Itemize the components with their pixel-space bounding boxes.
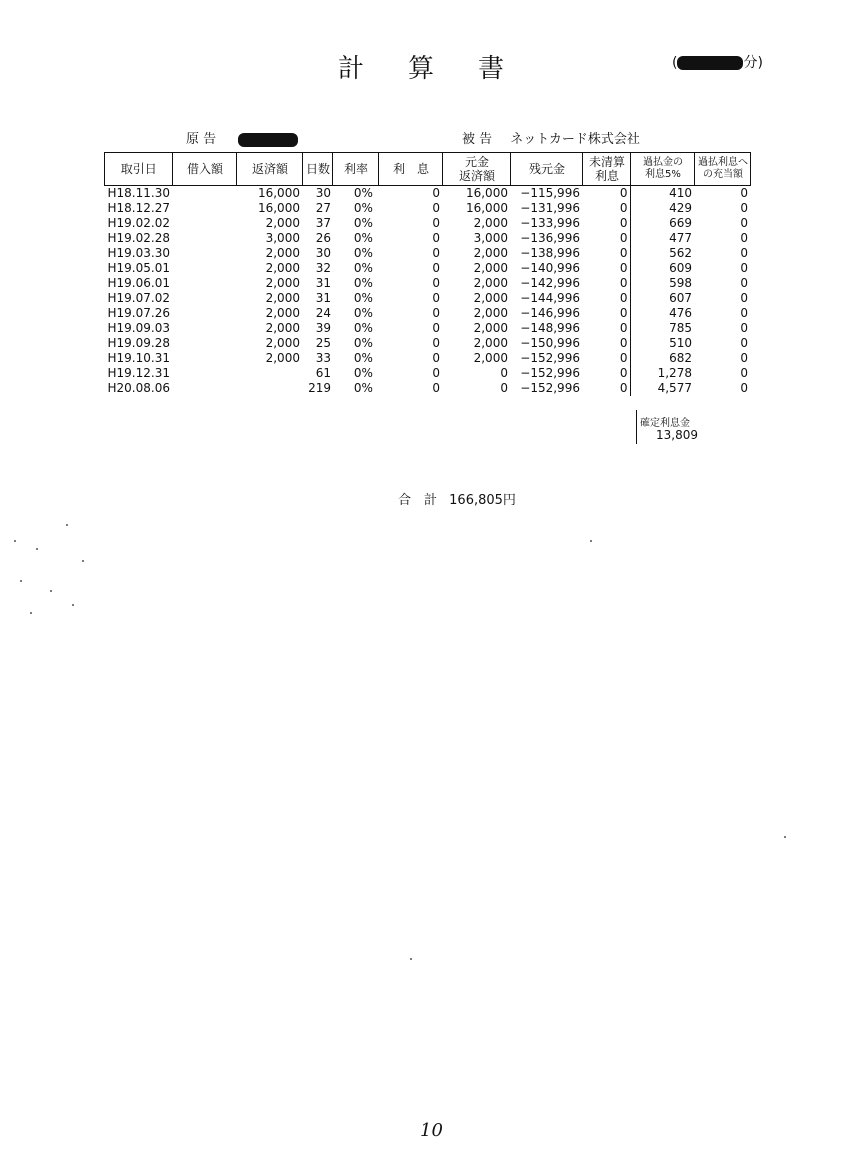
table-row — [105, 366, 751, 381]
table-row — [105, 276, 751, 291]
cell-remaining: −148,996 — [520, 321, 580, 335]
cell-principal-repay: 2,000 — [473, 276, 508, 290]
col-applied: 過払利息へ の充当額 — [695, 153, 751, 186]
cell-days: 33 — [315, 351, 331, 365]
cell-applied: 0 — [740, 201, 748, 215]
title-char-3: 書 — [478, 54, 505, 84]
cell-applied: 0 — [740, 336, 748, 350]
cell-principal-repay: 0 — [500, 366, 508, 380]
period-open: ( — [672, 55, 678, 71]
table-row — [105, 186, 751, 202]
cell-days: 32 — [315, 261, 331, 275]
cell-interest: 0 — [432, 381, 440, 395]
cell-interest: 0 — [432, 276, 440, 290]
cell-interest: 0 — [432, 186, 440, 200]
cell-overpaid-interest: 429 — [669, 201, 692, 215]
cell-interest: 0 — [432, 366, 440, 380]
table-row — [105, 291, 751, 306]
cell-overpaid-interest: 476 — [669, 306, 692, 320]
cell-applied: 0 — [740, 216, 748, 230]
col-principal-repay: 元金 返済額 — [443, 153, 511, 186]
cell-applied: 0 — [740, 231, 748, 245]
cell-date: H20.08.06 — [107, 381, 170, 395]
cell-borrow — [173, 231, 237, 246]
cell-unsettled: 0 — [583, 351, 631, 366]
cell-rate: 0% — [353, 381, 373, 395]
cell-overpaid-interest: 1,278 — [657, 366, 692, 380]
period-suffix: 分) — [743, 55, 763, 71]
defendant-label: 被 告 — [462, 132, 493, 147]
calculation-table — [104, 152, 751, 396]
cell-rate: 0% — [353, 351, 373, 365]
cell-applied: 0 — [740, 351, 748, 365]
col-days: 日数 — [303, 153, 333, 186]
cell-date: H19.07.02 — [107, 291, 170, 305]
cell-applied: 0 — [740, 306, 748, 320]
cell-remaining: −142,996 — [520, 276, 580, 290]
table-row — [105, 351, 751, 366]
cell-applied: 0 — [740, 381, 748, 395]
total — [398, 489, 516, 508]
cell-repay: 16,000 — [257, 186, 300, 200]
table-row — [105, 381, 751, 396]
total-label: 合 計 — [398, 493, 438, 508]
title-char-1: 計 — [338, 54, 365, 84]
cell-unsettled: 0 — [583, 186, 631, 202]
cell-overpaid-interest: 598 — [669, 276, 692, 290]
cell-overpaid-interest: 510 — [669, 336, 692, 350]
col-rate: 利率 — [333, 153, 379, 186]
cell-days: 26 — [315, 231, 331, 245]
table-row — [105, 216, 751, 231]
col-borrow: 借入額 — [173, 153, 237, 186]
cell-repay: 2,000 — [265, 321, 300, 335]
cell-remaining: −140,996 — [520, 261, 580, 275]
cell-date: H19.03.30 — [107, 246, 170, 260]
cell-date: H19.12.31 — [107, 366, 170, 380]
col-overpaid-interest: 過払金の 利息5% — [631, 153, 695, 186]
cell-days: 219 — [308, 381, 331, 395]
cell-principal-repay: 0 — [500, 381, 508, 395]
cell-rate: 0% — [353, 291, 373, 305]
cell-days: 24 — [315, 306, 331, 320]
cell-principal-repay: 2,000 — [473, 351, 508, 365]
cell-days: 39 — [315, 321, 331, 335]
cell-borrow — [173, 291, 237, 306]
cell-interest: 0 — [432, 261, 440, 275]
cell-interest: 0 — [432, 246, 440, 260]
table-row — [105, 231, 751, 246]
cell-interest: 0 — [432, 306, 440, 320]
table-row — [105, 261, 751, 276]
cell-applied: 0 — [740, 276, 748, 290]
cell-remaining: −136,996 — [520, 231, 580, 245]
table-row — [105, 201, 751, 216]
cell-applied: 0 — [740, 246, 748, 260]
cell-principal-repay: 3,000 — [473, 231, 508, 245]
cell-repay: 2,000 — [265, 306, 300, 320]
cell-overpaid-interest: 607 — [669, 291, 692, 305]
cell-unsettled: 0 — [583, 336, 631, 351]
cell-unsettled: 0 — [583, 366, 631, 381]
cell-date: H19.05.01 — [107, 261, 170, 275]
cell-borrow — [173, 351, 237, 366]
redacted-period — [677, 56, 743, 70]
cell-overpaid-interest: 477 — [669, 231, 692, 245]
cell-principal-repay: 2,000 — [473, 261, 508, 275]
cell-unsettled: 0 — [583, 246, 631, 261]
cell-borrow — [173, 336, 237, 351]
cell-rate: 0% — [353, 336, 373, 350]
title-char-2: 算 — [408, 54, 435, 84]
cell-borrow — [173, 201, 237, 216]
cell-overpaid-interest: 669 — [669, 216, 692, 230]
cell-days: 31 — [315, 276, 331, 290]
cell-rate: 0% — [353, 216, 373, 230]
cell-applied: 0 — [740, 261, 748, 275]
period-label — [672, 52, 763, 72]
col-date: 取引日 — [105, 153, 173, 186]
cell-date: H19.02.02 — [107, 216, 170, 230]
cell-remaining: −144,996 — [520, 291, 580, 305]
cell-interest: 0 — [432, 216, 440, 230]
cell-remaining: −138,996 — [520, 246, 580, 260]
cell-principal-repay: 2,000 — [473, 306, 508, 320]
defendant — [462, 128, 640, 147]
cell-days: 31 — [315, 291, 331, 305]
cell-rate: 0% — [353, 201, 373, 215]
cell-repay: 2,000 — [265, 336, 300, 350]
cell-days: 37 — [315, 216, 331, 230]
cell-overpaid-interest: 4,577 — [657, 381, 692, 395]
cell-days: 25 — [315, 336, 331, 350]
cell-unsettled: 0 — [583, 306, 631, 321]
plaintiff — [186, 128, 298, 147]
cell-repay: 2,000 — [265, 261, 300, 275]
page-title — [338, 48, 504, 85]
cell-days: 30 — [315, 186, 331, 200]
cell-remaining: −131,996 — [520, 201, 580, 215]
cell-unsettled: 0 — [583, 216, 631, 231]
cell-unsettled: 0 — [583, 381, 631, 396]
cell-interest: 0 — [432, 351, 440, 365]
cell-applied: 0 — [740, 291, 748, 305]
cell-borrow — [173, 321, 237, 336]
cell-interest: 0 — [432, 231, 440, 245]
cell-date: H18.12.27 — [107, 201, 170, 215]
cell-date: H19.10.31 — [107, 351, 170, 365]
cell-rate: 0% — [353, 246, 373, 260]
cell-remaining: −152,996 — [520, 366, 580, 380]
cell-overpaid-interest: 410 — [669, 186, 692, 200]
col-interest: 利 息 — [379, 153, 443, 186]
cell-interest: 0 — [432, 321, 440, 335]
cell-rate: 0% — [353, 231, 373, 245]
cell-overpaid-interest: 785 — [669, 321, 692, 335]
cell-applied: 0 — [740, 366, 748, 380]
cell-repay: 2,000 — [265, 276, 300, 290]
cell-borrow — [173, 381, 237, 396]
cell-rate: 0% — [353, 261, 373, 275]
cell-borrow — [173, 246, 237, 261]
cell-principal-repay: 2,000 — [473, 216, 508, 230]
cell-remaining: −146,996 — [520, 306, 580, 320]
cell-repay: 2,000 — [265, 216, 300, 230]
cell-rate: 0% — [353, 186, 373, 200]
cell-principal-repay: 2,000 — [473, 291, 508, 305]
cell-rate: 0% — [353, 366, 373, 380]
cell-overpaid-interest: 682 — [669, 351, 692, 365]
cell-date: H19.09.28 — [107, 336, 170, 350]
plaintiff-label: 原 告 — [186, 132, 217, 147]
fixed-interest-label: 確定利息金 — [640, 418, 690, 429]
cell-days: 30 — [315, 246, 331, 260]
fixed-interest-divider — [636, 410, 637, 444]
cell-date: H19.09.03 — [107, 321, 170, 335]
cell-unsettled: 0 — [583, 201, 631, 216]
cell-principal-repay: 16,000 — [465, 201, 508, 215]
cell-principal-repay: 2,000 — [473, 246, 508, 260]
cell-repay: 2,000 — [265, 246, 300, 260]
page-number: 10 — [420, 1120, 443, 1141]
col-remaining: 残元金 — [511, 153, 583, 186]
cell-date: H19.06.01 — [107, 276, 170, 290]
cell-borrow — [173, 186, 237, 202]
cell-days: 61 — [315, 366, 331, 380]
cell-date: H19.07.26 — [107, 306, 170, 320]
cell-interest: 0 — [432, 291, 440, 305]
defendant-name: ネットカード株式会社 — [510, 132, 640, 147]
cell-rate: 0% — [353, 321, 373, 335]
cell-remaining: −115,996 — [520, 186, 580, 200]
cell-repay — [237, 381, 303, 396]
cell-principal-repay: 2,000 — [473, 336, 508, 350]
cell-principal-repay: 16,000 — [465, 186, 508, 200]
cell-unsettled: 0 — [583, 231, 631, 246]
cell-remaining: −152,996 — [520, 351, 580, 365]
cell-overpaid-interest: 562 — [669, 246, 692, 260]
cell-repay: 3,000 — [265, 231, 300, 245]
cell-overpaid-interest: 609 — [669, 261, 692, 275]
cell-borrow — [173, 306, 237, 321]
cell-repay: 2,000 — [265, 351, 300, 365]
table-row — [105, 336, 751, 351]
cell-applied: 0 — [740, 321, 748, 335]
cell-days: 27 — [315, 201, 331, 215]
table-row — [105, 321, 751, 336]
cell-repay: 2,000 — [265, 291, 300, 305]
cell-date: H18.11.30 — [107, 186, 170, 200]
col-unsettled: 未清算 利息 — [583, 153, 631, 186]
table-header-row — [105, 153, 751, 186]
table-row — [105, 306, 751, 321]
cell-interest: 0 — [432, 336, 440, 350]
table-row — [105, 246, 751, 261]
cell-remaining: −133,996 — [520, 216, 580, 230]
total-value: 166,805円 — [449, 493, 516, 508]
cell-remaining: −150,996 — [520, 336, 580, 350]
cell-date: H19.02.28 — [107, 231, 170, 245]
cell-interest: 0 — [432, 201, 440, 215]
cell-repay: 16,000 — [257, 201, 300, 215]
cell-borrow — [173, 261, 237, 276]
cell-borrow — [173, 216, 237, 231]
cell-unsettled: 0 — [583, 321, 631, 336]
cell-applied: 0 — [740, 186, 748, 200]
fixed-interest-value: 13,809 — [656, 428, 698, 442]
cell-unsettled: 0 — [583, 261, 631, 276]
cell-borrow — [173, 276, 237, 291]
cell-borrow — [173, 366, 237, 381]
cell-rate: 0% — [353, 306, 373, 320]
col-repay: 返済額 — [237, 153, 303, 186]
cell-rate: 0% — [353, 276, 373, 290]
cell-remaining: −152,996 — [520, 381, 580, 395]
cell-repay — [237, 366, 303, 381]
redacted-plaintiff-name — [238, 133, 298, 147]
cell-principal-repay: 2,000 — [473, 321, 508, 335]
cell-unsettled: 0 — [583, 276, 631, 291]
cell-unsettled: 0 — [583, 291, 631, 306]
